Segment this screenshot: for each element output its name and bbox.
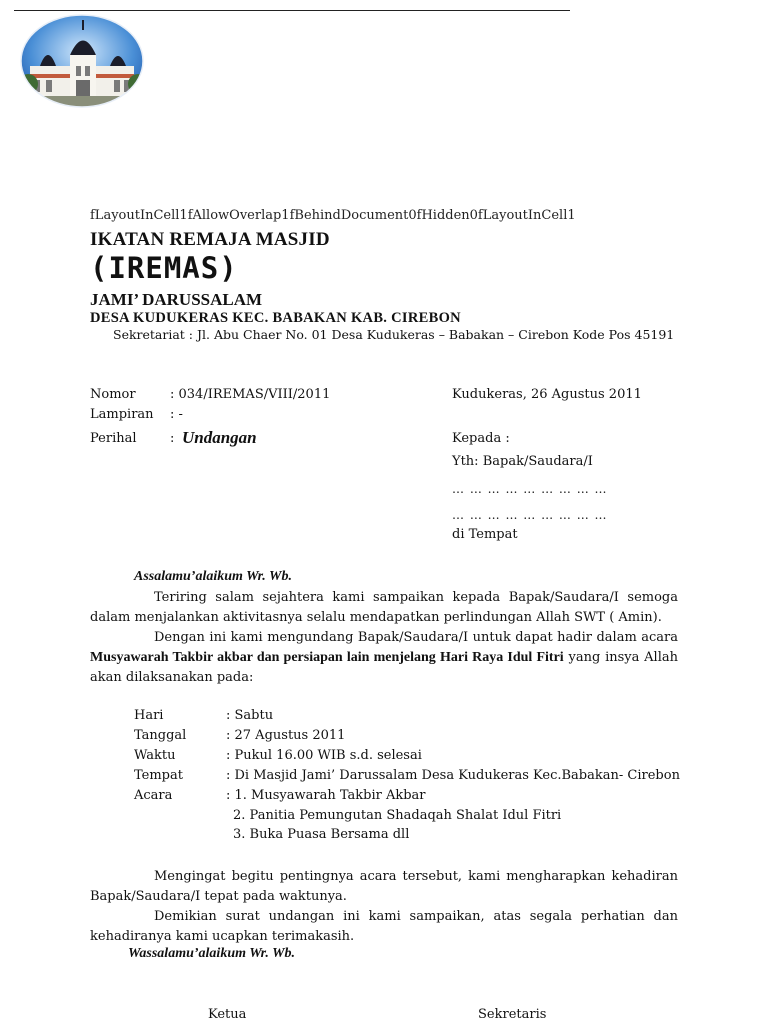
schedule-waktu-value: : Pukul 16.00 WIB s.d. selesai (226, 748, 422, 763)
paragraph-opening-text: Teriring salam sejahtera kami sampaikan kepada Bapak/Saudara/I semoga dalam menjalankan aktivitasnya selalu mendapatkan perlindungan Allah SWT ( Amin). (90, 590, 678, 625)
schedule-tempat-value: : Di Masjid Jami’ Darussalam Desa Kudukeras Kec.Babakan- Cirebon (226, 768, 680, 783)
paragraph-closing-text: Demikian surat undangan ini kami sampaikan, atas segala perhatian dan kehadiranya kami ucapkan terimakasih. (90, 909, 678, 944)
paragraph-invitation (90, 628, 678, 688)
paragraph-reminder (90, 867, 678, 907)
layout-code-text: fLayoutInCell1fAllowOverlap1fBehindDocument0fHidden0fLayoutInCell1 (90, 208, 576, 223)
schedule-tanggal-label: Tanggal (134, 728, 187, 743)
opening-greeting: Assalamu’alaikum Wr. Wb. (134, 569, 292, 584)
acronym-heading: (IREMAS) (90, 251, 238, 285)
mosque-logo-image (20, 14, 144, 108)
paragraph-invitation-start: Dengan ini kami mengundang Bapak/Saudara/I untuk dapat hadir dalam acara (154, 630, 678, 645)
secretariat-address: Sekretariat : Jl. Abu Chaer No. 01 Desa Kudukeras – Babakan – Cirebon Kode Pos 45191 (113, 327, 675, 342)
perihal-colon: : (170, 431, 175, 446)
schedule-acara-item: 2. Panitia Pemungutan Shadaqah Shalat Idul Fitri (233, 808, 562, 823)
recipient-tempat: di Tempat (452, 527, 518, 542)
schedule-acara-label: Acara (134, 788, 173, 803)
schedule-hari-value: : Sabtu (226, 708, 274, 723)
nomor-value: : 034/IREMAS/VIII/2011 (170, 387, 331, 402)
schedule-waktu-label: Waktu (134, 748, 176, 763)
paragraph-reminder-text: Mengingat begitu pentingnya acara tersebut, kami mengharapkan kehadiran Bapak/Saudara/I tepat pada waktunya. (90, 869, 678, 904)
schedule-hari-label: Hari (134, 708, 164, 723)
mosque-name-heading: JAMI’ DARUSSALAM (90, 290, 263, 309)
schedule-acara-item: : 1. Musyawarah Takbir Akbar (226, 788, 426, 803)
recipient-dots-line-2: … … … … … … … … … (452, 508, 608, 522)
paragraph-invitation-event: Musyawarah Takbir akbar dan persiapan lain menjelang Hari Raya Idul Fitri (90, 650, 564, 665)
signature-sekretaris: Sekretaris (478, 1007, 547, 1022)
location-heading: DESA KUDUKERAS KEC. BABAKAN KAB. CIREBON (90, 310, 461, 326)
signature-ketua: Ketua (208, 1007, 247, 1022)
paragraph-closing (90, 907, 678, 947)
lampiran-value: : - (170, 407, 183, 422)
place-date: Kudukeras, 26 Agustus 2011 (452, 387, 642, 402)
recipient-kepada: Kepada : (452, 431, 510, 446)
paragraph-opening (90, 588, 678, 628)
schedule-tanggal-value: : 27 Agustus 2011 (226, 728, 346, 743)
perihal-value: Undangan (182, 428, 257, 447)
schedule-tempat-label: Tempat (134, 768, 183, 783)
header-rule (14, 10, 570, 11)
perihal-label: Perihal (90, 431, 137, 446)
schedule-acara-item: 3. Buka Puasa Bersama dll (233, 827, 410, 842)
nomor-label: Nomor (90, 387, 136, 402)
lampiran-label: Lampiran (90, 407, 154, 422)
paragraph-invitation-end: yang insya Allah akan dilaksanakan pada: (90, 650, 678, 685)
org-name-heading: IKATAN REMAJA MASJID (90, 229, 330, 250)
closing-greeting: Wassalamu’alaikum Wr. Wb. (128, 946, 296, 961)
recipient-dots-line-1: … … … … … … … … … (452, 482, 608, 496)
recipient-yth: Yth: Bapak/Saudara/I (452, 454, 593, 469)
